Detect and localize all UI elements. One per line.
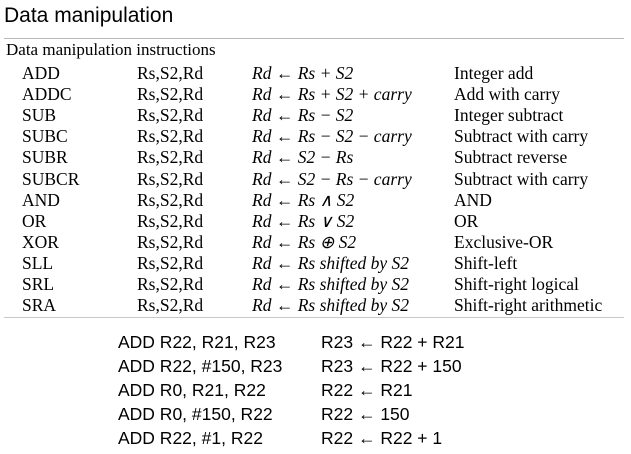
- mnemonic-cell: AND: [22, 189, 60, 210]
- description-cell: AND: [454, 189, 492, 210]
- mnemonic-cell: SUBCR: [22, 168, 80, 189]
- description-cell: Subtract with carry: [454, 168, 589, 189]
- mnemonic-cell: SRL: [22, 274, 55, 294]
- table-row: [0, 253, 631, 274]
- description-cell: Integer add: [454, 63, 534, 83]
- operands-cell: Rs,S2,Rd: [137, 231, 204, 252]
- expression-cell: Rd ← Rs shifted by S2: [252, 295, 409, 316]
- table-row: [0, 63, 631, 84]
- operands-cell: Rs,S2,Rd: [137, 84, 204, 105]
- operands-cell: Rs,S2,Rd: [137, 105, 204, 126]
- expression-cell: Rd ← Rs + S2: [252, 63, 354, 83]
- example-result: R22 ← R22 + 1: [321, 428, 443, 448]
- operands-cell: Rs,S2,Rd: [137, 295, 204, 316]
- expression-cell: Rd ← S2 − Rs − carry: [252, 168, 412, 189]
- example-row: [0, 428, 631, 452]
- table-row: [0, 147, 631, 168]
- example-instruction: ADD R22, R21, R23: [118, 332, 276, 352]
- example-result: R23 ← R22 + 150: [321, 356, 462, 376]
- operands-cell: Rs,S2,Rd: [137, 210, 204, 231]
- operands-cell: Rs,S2,Rd: [137, 147, 204, 168]
- mnemonic-cell: SUBR: [22, 147, 68, 168]
- expression-cell: Rd ← Rs shifted by S2: [252, 274, 409, 294]
- table-row: [0, 84, 631, 105]
- description-cell: Shift-left: [454, 252, 518, 273]
- example-row: [0, 380, 631, 404]
- page-title: Data manipulation: [4, 4, 174, 27]
- expression-cell: Rd ← Rs shifted by S2: [252, 252, 409, 273]
- mnemonic-cell: XOR: [22, 231, 59, 252]
- example-row: [0, 356, 631, 380]
- description-cell: OR: [454, 210, 479, 231]
- table-row: [0, 274, 631, 295]
- expression-cell: Rd ← Rs ⊕ S2: [252, 231, 357, 252]
- description-cell: Exclusive-OR: [454, 231, 554, 252]
- table-row: [0, 295, 631, 316]
- mnemonic-cell: SLL: [22, 252, 54, 273]
- operands-cell: Rs,S2,Rd: [137, 63, 204, 83]
- expression-cell: Rd ← Rs ∧ S2: [252, 189, 355, 210]
- operands-cell: Rs,S2,Rd: [137, 252, 204, 273]
- expression-cell: Rd ← Rs − S2 − carry: [252, 126, 412, 147]
- table-heading: Data manipulation instructions: [6, 40, 216, 59]
- mnemonic-cell: SRA: [22, 295, 57, 316]
- description-cell: Add with carry: [454, 84, 560, 105]
- example-instruction: ADD R22, #1, R22: [118, 428, 263, 448]
- description-cell: Shift-right logical: [454, 274, 579, 294]
- expression-cell: Rd ← S2 − Rs: [252, 147, 354, 168]
- mnemonic-cell: ADDC: [22, 84, 72, 105]
- table-row: [0, 232, 631, 253]
- mnemonic-cell: SUBC: [22, 126, 68, 147]
- example-result: R23 ← R22 + R21: [321, 332, 465, 352]
- top-divider: [4, 38, 624, 39]
- table-row: [0, 190, 631, 211]
- example-result: R22 ← 150: [321, 404, 410, 424]
- table-row: [0, 126, 631, 147]
- example-instruction: ADD R22, #150, R23: [118, 356, 283, 376]
- expression-cell: Rd ← Rs − S2: [252, 105, 354, 126]
- mnemonic-cell: ADD: [22, 63, 60, 83]
- operands-cell: Rs,S2,Rd: [137, 126, 204, 147]
- expression-cell: Rd ← Rs ∨ S2: [252, 210, 355, 231]
- operands-cell: Rs,S2,Rd: [137, 168, 204, 189]
- example-instruction: ADD R0, #150, R22: [118, 404, 273, 424]
- expression-cell: Rd ← Rs + S2 + carry: [252, 84, 412, 105]
- mnemonic-cell: OR: [22, 210, 47, 231]
- example-row: [0, 332, 631, 356]
- example-result: R22 ← R21: [321, 380, 413, 400]
- operands-cell: Rs,S2,Rd: [137, 274, 204, 294]
- bottom-divider: [4, 317, 624, 318]
- example-instruction: ADD R0, R21, R22: [118, 380, 266, 400]
- table-row: [0, 105, 631, 126]
- description-cell: Integer subtract: [454, 105, 564, 126]
- example-row: [0, 404, 631, 428]
- mnemonic-cell: SUB: [22, 105, 57, 126]
- description-cell: Subtract with carry: [454, 126, 589, 147]
- operands-cell: Rs,S2,Rd: [137, 189, 204, 210]
- description-cell: Subtract reverse: [454, 147, 568, 168]
- description-cell: Shift-right arithmetic: [454, 295, 603, 316]
- table-row: [0, 169, 631, 190]
- table-row: [0, 211, 631, 232]
